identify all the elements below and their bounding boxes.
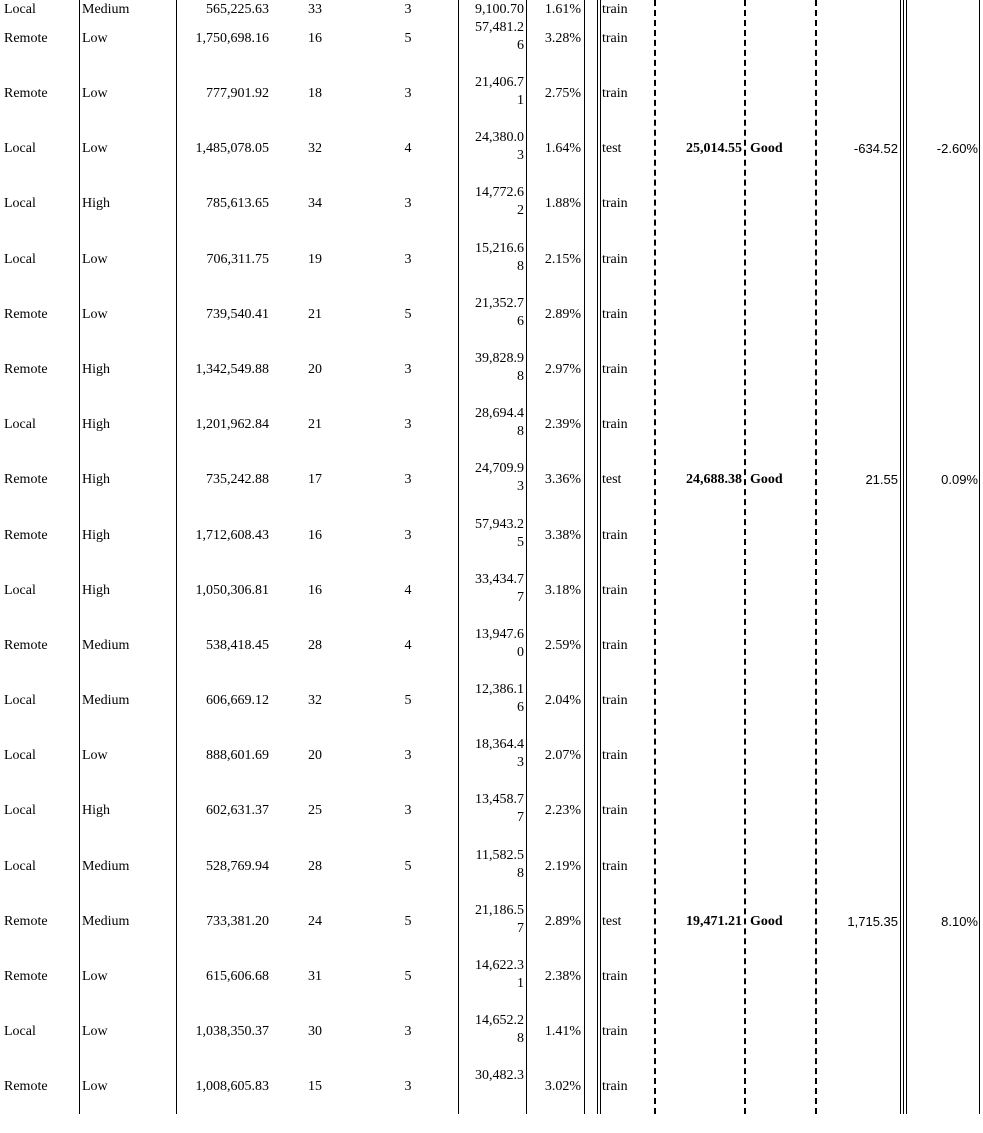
cell-risk: High [82, 528, 110, 543]
cell-pct: 2.19% [544, 859, 581, 874]
cell-n1: 25 [308, 803, 322, 818]
cell-ret [464, 957, 524, 993]
cell-ret-line1: 12,386.1 [475, 682, 524, 697]
cell-diff: 1,715.35 [847, 914, 898, 929]
cell-pct: 3.38% [544, 528, 581, 543]
cell-split: train [602, 803, 628, 818]
cell-split: train [602, 417, 628, 432]
cell-ret-line1: 21,352.7 [475, 296, 524, 311]
cell-ret-line1: 18,364.4 [475, 737, 524, 752]
cell-split: train [602, 859, 628, 874]
cell-n1: 16 [308, 528, 322, 543]
cell-n1: 16 [308, 31, 322, 46]
cell-risk: Low [82, 141, 108, 156]
cell-amount: 1,485,078.05 [195, 141, 269, 156]
cell-split: train [602, 2, 628, 17]
cell-split: test [602, 472, 622, 487]
cell-split: train [602, 528, 628, 543]
cell-n2: 3 [404, 472, 412, 487]
cell-pct: 2.38% [544, 969, 581, 984]
cell-n1: 34 [308, 196, 322, 211]
cell-risk: High [82, 803, 110, 818]
cell-ret [464, 74, 524, 110]
cell-split: train [602, 196, 628, 211]
cell-ret [464, 184, 524, 220]
cell-risk: High [82, 362, 110, 377]
cell-ret-line1: 15,216.6 [475, 241, 524, 256]
cell-ret [464, 1067, 524, 1085]
cell-risk: Low [82, 969, 108, 984]
cell-amount: 735,242.88 [206, 472, 269, 487]
cell-amount: 538,418.45 [206, 638, 269, 653]
cell-pct: 2.97% [544, 362, 581, 377]
cell-ret-line2: 8 [517, 424, 524, 439]
cell-risk: Low [82, 748, 108, 763]
cell-amount: 565,225.63 [206, 2, 269, 17]
cell-risk: Low [82, 1024, 108, 1039]
cell-ret-line2: 2 [517, 203, 524, 218]
cell-pct: 3.18% [544, 583, 581, 598]
cell-ret [464, 19, 524, 55]
cell-loc: Remote [4, 31, 48, 46]
cell-diffpct: 0.09% [941, 472, 978, 487]
cell-loc: Local [4, 252, 36, 267]
cell-pct: 2.59% [544, 638, 581, 653]
cell-ret [464, 902, 524, 938]
cell-loc: Local [4, 859, 36, 874]
cell-n2: 5 [404, 914, 412, 929]
cell-ret [464, 847, 524, 883]
cell-loc: Local [4, 141, 36, 156]
cell-ret-line1: 14,622.3 [475, 958, 524, 973]
cell-n1: 33 [308, 2, 322, 17]
cell-loc: Remote [4, 307, 48, 322]
cell-ret-line2: 1 [517, 976, 524, 991]
cell-amount: 706,311.75 [206, 252, 269, 267]
cell-pred: 24,688.38 [686, 472, 742, 487]
cell-ret-line1: 14,652.2 [475, 1013, 524, 1028]
cell-n2: 4 [404, 583, 412, 598]
cell-risk: Medium [82, 638, 130, 653]
cell-ret [464, 405, 524, 441]
cell-ret-line1: 14,772.6 [475, 185, 524, 200]
cell-n2: 5 [404, 31, 412, 46]
cell-pct: 3.02% [544, 1079, 581, 1094]
cell-ret [464, 350, 524, 386]
cell-n2: 5 [404, 307, 412, 322]
cell-split: train [602, 1079, 628, 1094]
cell-ret-line2: 3 [517, 148, 524, 163]
cell-split: train [602, 252, 628, 267]
cell-amount: 1,712,608.43 [195, 528, 269, 543]
cell-ret-line1: 21,186.5 [475, 903, 524, 918]
cell-amount: 1,201,962.84 [195, 417, 269, 432]
cell-ret [464, 129, 524, 165]
cell-ret-line1: 24,380.0 [475, 130, 524, 145]
cell-n1: 19 [308, 252, 322, 267]
cell-n2: 4 [404, 141, 412, 156]
cell-risk: Medium [82, 914, 130, 929]
cell-risk: High [82, 583, 110, 598]
cell-ret [464, 240, 524, 276]
cell-ret [464, 516, 524, 552]
cell-ret-line1: 57,481.2 [475, 20, 524, 35]
cell-loc: Remote [4, 362, 48, 377]
cell-n2: 3 [404, 803, 412, 818]
cell-ret-line2: 6 [517, 38, 524, 53]
cell-split: train [602, 86, 628, 101]
cell-risk: High [82, 417, 110, 432]
cell-ret-line1: 11,582.5 [475, 848, 524, 863]
cell-pct: 2.39% [544, 417, 581, 432]
cell-n2: 3 [404, 1024, 412, 1039]
cell-ret-line1: 13,458.7 [475, 792, 524, 807]
cell-n1: 20 [308, 362, 322, 377]
cell-loc: Remote [4, 1079, 48, 1094]
cell-ret-line2: 8 [517, 369, 524, 384]
cell-n1: 21 [308, 307, 322, 322]
cell-pred: 19,471.21 [686, 914, 742, 929]
cell-ret-line1: 28,694.4 [475, 406, 524, 421]
cell-n2: 3 [404, 2, 412, 17]
cell-ret-line2: 7 [517, 921, 524, 936]
cell-loc: Local [4, 2, 36, 17]
cell-risk: High [82, 196, 110, 211]
cell-loc: Remote [4, 86, 48, 101]
cell-n1: 15 [308, 1079, 322, 1094]
cell-diffpct: 8.10% [941, 914, 978, 929]
cell-ret-line1: 39,828.9 [475, 351, 524, 366]
cell-n1: 17 [308, 472, 322, 487]
cell-ret-line2: 1 [517, 93, 524, 108]
cell-split: train [602, 31, 628, 46]
cell-ret-line1: 9,100.70 [475, 2, 524, 17]
cell-ret [464, 460, 524, 496]
cell-diff: -634.52 [853, 141, 898, 156]
cell-pct: 3.36% [544, 472, 581, 487]
cell-ret [464, 791, 524, 827]
cell-n2: 3 [404, 417, 412, 432]
cell-amount: 528,769.94 [206, 859, 269, 874]
cell-loc: Remote [4, 969, 48, 984]
cell-pct: 1.61% [544, 2, 581, 17]
cell-split: train [602, 748, 628, 763]
cell-risk: Low [82, 307, 108, 322]
cell-amount: 1,038,350.37 [195, 1024, 269, 1039]
cell-loc: Local [4, 748, 36, 763]
cell-risk: Low [82, 252, 108, 267]
cell-ret-line2: 5 [517, 535, 524, 550]
cell-loc: Remote [4, 914, 48, 929]
cell-amount: 785,613.65 [206, 196, 269, 211]
cell-pct: 2.07% [544, 748, 581, 763]
cell-pct: 3.28% [544, 31, 581, 46]
cell-split: train [602, 362, 628, 377]
cell-ret-line2: 0 [517, 645, 524, 660]
cell-amount: 733,381.20 [206, 914, 269, 929]
cell-n2: 3 [404, 748, 412, 763]
cell-n1: 21 [308, 417, 322, 432]
cell-n2: 3 [404, 252, 412, 267]
cell-ret-line1: 33,434.7 [475, 572, 524, 587]
cell-ret [464, 295, 524, 331]
cell-grade: Good [750, 914, 783, 929]
cell-loc: Local [4, 693, 36, 708]
table-row [0, 1068, 983, 1133]
cell-amount: 888,601.69 [206, 748, 269, 763]
cell-amount: 615,606.68 [206, 969, 269, 984]
cell-grade: Good [750, 472, 783, 487]
cell-pct: 2.89% [544, 307, 581, 322]
cell-pct: 2.04% [544, 693, 581, 708]
cell-n1: 18 [308, 86, 322, 101]
cell-ret-line2: 3 [517, 479, 524, 494]
cell-n2: 5 [404, 969, 412, 984]
cell-ret [464, 1, 524, 19]
cell-risk: Low [82, 86, 108, 101]
cell-ret-line1: 24,709.9 [475, 461, 524, 476]
cell-pct: 1.64% [544, 141, 581, 156]
cell-n1: 24 [308, 914, 322, 929]
cell-pct: 1.88% [544, 196, 581, 211]
cell-n2: 5 [404, 693, 412, 708]
cell-n1: 30 [308, 1024, 322, 1039]
cell-split: train [602, 1024, 628, 1039]
cell-pct: 2.15% [544, 252, 581, 267]
cell-ret-line2: 6 [517, 314, 524, 329]
cell-split: test [602, 914, 622, 929]
cell-n2: 4 [404, 638, 412, 653]
cell-pct: 1.41% [544, 1024, 581, 1039]
cell-loc: Remote [4, 528, 48, 543]
cell-amount: 1,008,605.83 [195, 1079, 269, 1094]
cell-split: train [602, 583, 628, 598]
cell-n1: 28 [308, 859, 322, 874]
cell-ret [464, 681, 524, 717]
cell-split: test [602, 141, 622, 156]
cell-ret-line2: 8 [517, 866, 524, 881]
cell-ret-line2: 7 [517, 810, 524, 825]
cell-n2: 3 [404, 1079, 412, 1094]
cell-ret-line2: 8 [517, 259, 524, 274]
cell-ret-line1: 13,947.6 [475, 627, 524, 642]
cell-ret-line2: 6 [517, 700, 524, 715]
cell-split: train [602, 638, 628, 653]
cell-risk: Low [82, 31, 108, 46]
cell-pred: 25,014.55 [686, 141, 742, 156]
cell-risk: Medium [82, 859, 130, 874]
cell-ret [464, 571, 524, 607]
cell-n2: 3 [404, 196, 412, 211]
cell-n1: 28 [308, 638, 322, 653]
cell-n1: 32 [308, 141, 322, 156]
cell-grade: Good [750, 141, 783, 156]
cell-amount: 1,050,306.81 [195, 583, 269, 598]
cell-n2: 3 [404, 528, 412, 543]
cell-amount: 739,540.41 [206, 307, 269, 322]
cell-ret-line2: 3 [517, 755, 524, 770]
cell-ret-line1: 30,482.3 [475, 1068, 524, 1083]
cell-loc: Local [4, 196, 36, 211]
cell-ret-line1: 57,943.2 [475, 517, 524, 532]
cell-risk: Medium [82, 2, 130, 17]
cell-n1: 16 [308, 583, 322, 598]
cell-amount: 602,631.37 [206, 803, 269, 818]
cell-n1: 31 [308, 969, 322, 984]
cell-n2: 3 [404, 86, 412, 101]
cell-loc: Remote [4, 472, 48, 487]
cell-ret-line2: 7 [517, 590, 524, 605]
cell-amount: 1,342,549.88 [195, 362, 269, 377]
cell-loc: Remote [4, 638, 48, 653]
cell-split: train [602, 693, 628, 708]
cell-loc: Local [4, 583, 36, 598]
cell-loc: Local [4, 803, 36, 818]
cell-pct: 2.23% [544, 803, 581, 818]
cell-n2: 3 [404, 362, 412, 377]
cell-loc: Local [4, 417, 36, 432]
cell-split: train [602, 969, 628, 984]
cell-pct: 2.75% [544, 86, 581, 101]
cell-ret-line1: 21,406.7 [475, 75, 524, 90]
cell-ret [464, 1012, 524, 1048]
cell-pct: 2.89% [544, 914, 581, 929]
cell-amount: 777,901.92 [206, 86, 269, 101]
cell-split: train [602, 307, 628, 322]
cell-amount: 606,669.12 [206, 693, 269, 708]
cell-risk: Low [82, 1079, 108, 1094]
cell-n1: 20 [308, 748, 322, 763]
cell-n2: 5 [404, 859, 412, 874]
cell-amount: 1,750,698.16 [195, 31, 269, 46]
cell-diffpct: -2.60% [936, 141, 978, 156]
cell-diff: 21.55 [865, 472, 898, 487]
cell-risk: Medium [82, 693, 130, 708]
cell-loc: Local [4, 1024, 36, 1039]
cell-risk: High [82, 472, 110, 487]
cell-n1: 32 [308, 693, 322, 708]
cell-ret-line2: 8 [517, 1031, 524, 1046]
cell-ret [464, 736, 524, 772]
cell-ret [464, 626, 524, 662]
